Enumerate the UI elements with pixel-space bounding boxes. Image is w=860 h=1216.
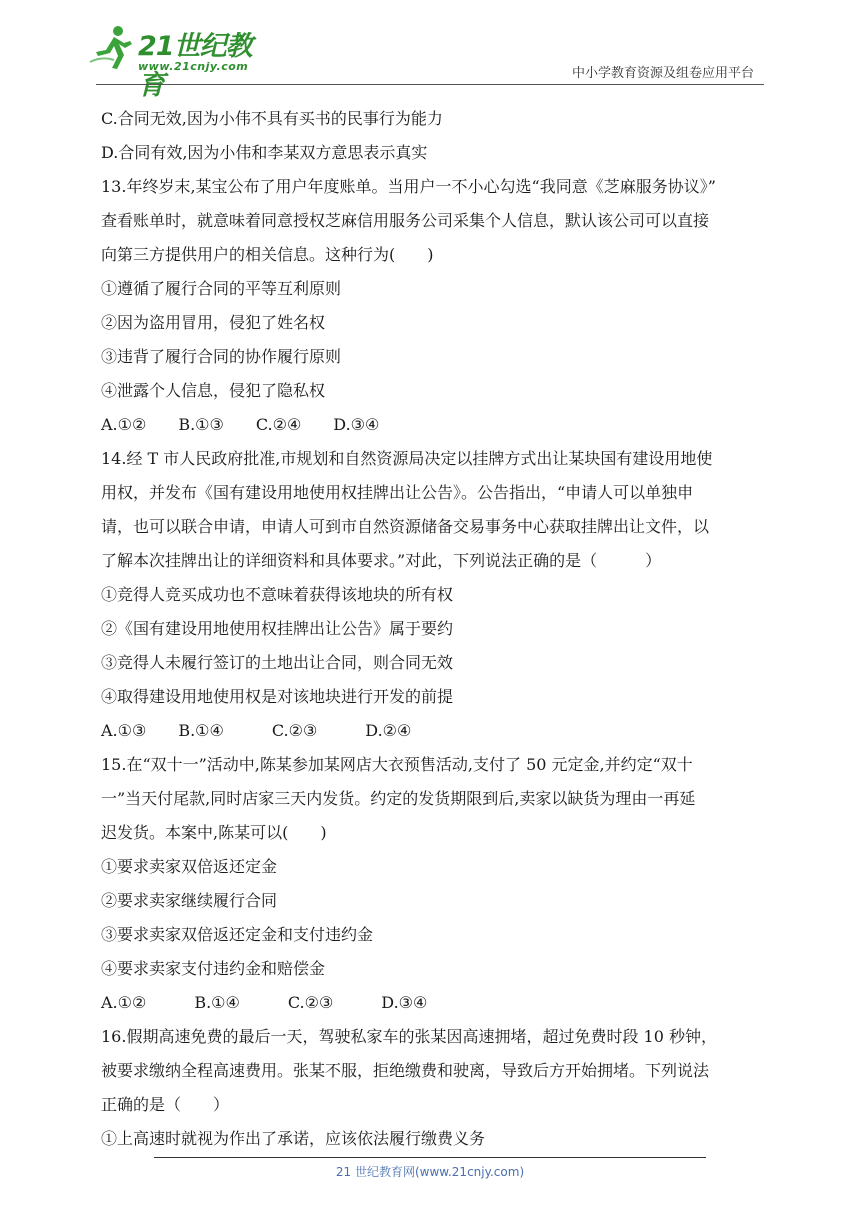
page-header [0, 0, 860, 101]
answer-options: A.①② B.①④ C.②③ D.③④ [101, 993, 428, 1012]
statement-line: ②因为盗用冒用，侵犯了姓名权 [101, 313, 326, 332]
logo-url-text: www.21cnjy.com [138, 60, 249, 73]
question-13-stem: 13.年终岁末,某宝公布了用户年度账单。当用户一不小心勾选“我同意《芝麻服务协议》” [101, 177, 716, 196]
statement-line: ②要求卖家继续履行合同 [101, 891, 278, 910]
answer-options: A.①② B.①③ C.②④ D.③④ [101, 415, 380, 434]
question-13-stem: 向第三方提供用户的相关信息。这种行为( ) [101, 245, 434, 264]
question-16-stem: 16.假期高速免费的最后一天，驾驶私家车的张某因高速拥堵，超过免费时段 10 秒钟， [101, 1027, 717, 1046]
site-logo [88, 22, 268, 101]
statement-line: ③要求卖家双倍返还定金和支付违约金 [101, 925, 374, 944]
statement-line: ④取得建设用地使用权是对该地块进行开发的前提 [101, 687, 454, 706]
header-divider [96, 84, 764, 85]
statement-line: ①上高速时就视为作出了承诺，应该依法履行缴费义务 [101, 1129, 486, 1148]
question-14-stem: 了解本次挂牌出让的详细资料和具体要求。”对此，下列说法正确的是（ ） [101, 551, 662, 570]
question-16-stem: 被要求缴纳全程高速费用。张某不服，拒绝缴费和驶离，导致后方开始拥堵。下列说法 [101, 1061, 710, 1080]
answer-options: A.①③ B.①④ C.②③ D.②④ [101, 721, 412, 740]
statement-line: ①遵循了履行合同的平等互利原则 [101, 279, 342, 298]
footer-divider [154, 1157, 706, 1158]
statement-line: ④泄露个人信息，侵犯了隐私权 [101, 381, 326, 400]
question-14-stem: 用权，并发布《国有建设用地使用权挂牌出让公告》。公告指出，“申请人可以单独申 [101, 483, 694, 502]
exam-content [101, 102, 765, 1156]
logo-brand-text: 21世纪教育 [138, 31, 252, 101]
option-line: D.合同有效,因为小伟和李某双方意思表示真实 [101, 143, 428, 162]
platform-title: 中小学教育资源及组卷应用平台 [571, 66, 754, 81]
statement-line: ③违背了履行合同的协作履行原则 [101, 347, 342, 366]
question-14-stem: 14.经 T 市人民政府批准,市规划和自然资源局决定以挂牌方式出让某块国有建设用地使 [101, 449, 713, 468]
question-14-stem: 请，也可以联合申请，申请人可到市自然资源储备交易事务中心获取挂牌出让文件，以 [101, 517, 710, 536]
statement-line: ②《国有建设用地使用权挂牌出让公告》属于要约 [101, 619, 454, 638]
statement-line: ③竞得人未履行签订的土地出让合同，则合同无效 [101, 653, 454, 672]
question-13-stem: 查看账单时，就意味着同意授权芝麻信用服务公司采集个人信息，默认该公司可以直接 [101, 211, 710, 230]
question-16-stem: 正确的是（ ） [101, 1095, 230, 1114]
question-15-stem: 迟发货。本案中,陈某可以( ) [101, 823, 327, 842]
statement-line: ④要求卖家支付违约金和赔偿金 [101, 959, 326, 978]
question-15-stem: 15.在“双十一”活动中,陈某参加某网店大衣预售活动,支付了 50 元定金,并约定“双十 [101, 755, 693, 774]
statement-line: ①要求卖家双倍返还定金 [101, 857, 278, 876]
option-line: C.合同无效,因为小伟不具有买书的民事行为能力 [101, 109, 443, 128]
footer-source: 21 世纪教育网(www.21cnjy.com) [335, 1165, 525, 1179]
question-15-stem: 一”当天付尾款,同时店家三天内发货。约定的发货期限到后,卖家以缺货为理由一再延 [101, 789, 696, 808]
statement-line: ①竞得人竞买成功也不意味着获得该地块的所有权 [101, 585, 454, 604]
runner-logo-icon [88, 22, 136, 70]
